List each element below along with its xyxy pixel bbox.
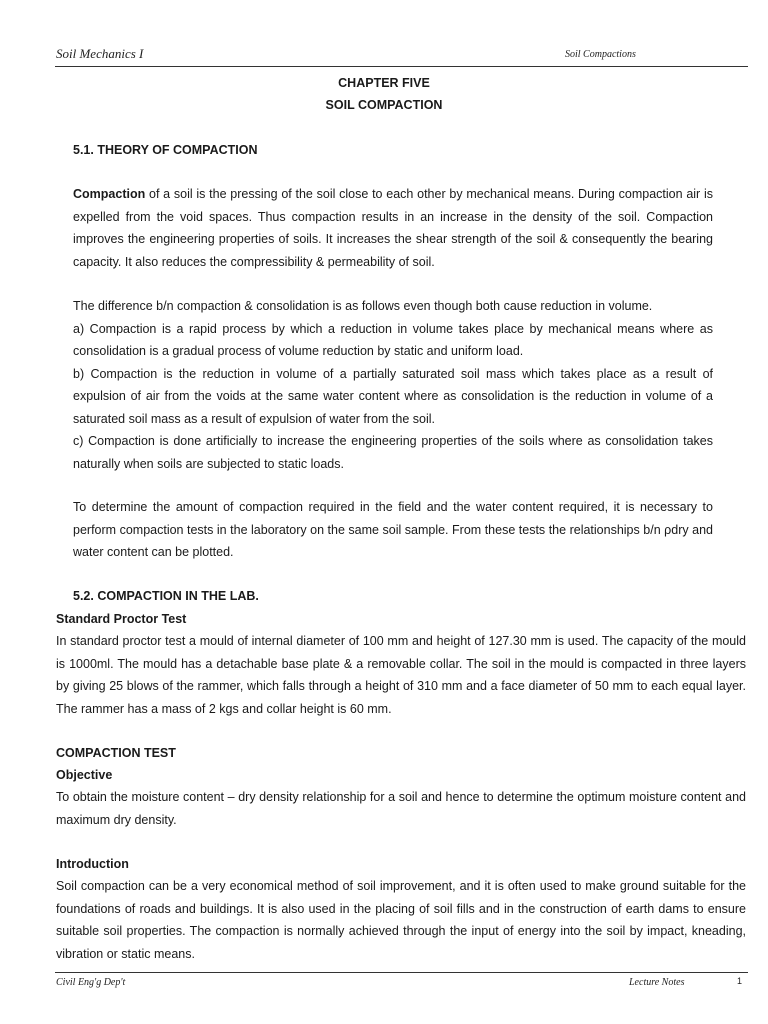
list-item-c: c) Compaction is done artificially to increase the engineering properties of the soils where as consolidation takes naturally when soils are subjected to static loads. [73,434,713,471]
introduction-heading: Introduction [56,857,129,871]
compaction-tests-paragraph: To determine the amount of compaction required in the field and the water content required, it is necessary to perform compaction tests in the laboratory on the same soil sample. From these tests the relationships b/n ρdry and water content can be plotted. [73,500,713,559]
page-number: 1 [737,976,743,986]
standard-proctor-paragraph: In standard proctor test a mould of internal diameter of 100 mm and height of 127.30 mm is used. The capacity of the mould is 1000ml. The mould has a detachable base plate & a removable collar. The soil in the mould is compacted in three layers by giving 25 blows of the rammer, which falls through a height of 310 mm and a face diameter of 50 mm to each equal layer. The rammer has a mass of 2 kgs and collar height is 60 mm. [56,634,746,717]
compaction-test-heading: COMPACTION TEST [56,746,176,760]
list-item-a: a) Compaction is a rapid process by which a reduction in volume takes place by mechanical means where as consolidation is a gradual process of volume reduction by static and uniform load. [73,321,713,358]
compaction-definition-text: of a soil is the pressing of the soil close to each other by mechanical means. During compaction air is expelled from the void spaces. Thus compaction results in an increase in the density of the soil. Compaction improves the engineering properties of soils. It increases the shear strength of the soil & consequently the bearing capacity. It also reduces the compressibility & permeability of soil. [73,187,713,269]
compaction-term: Compaction [73,187,146,201]
list-item-b: b) Compaction is the reduction in volume of a partially saturated soil mass which takes place as a result of expulsion of air from the voids at the same water content where as consolidation is the reduction in volume of a saturated soil mass as a result of expulsion of water from the soil. [73,366,713,426]
difference-list [73,295,713,475]
header-rule [55,66,748,67]
compaction-definition-paragraph [73,183,713,273]
header-chapter-title: Soil Compactions [565,49,636,60]
footer-lecture-notes: Lecture Notes [629,977,685,988]
footer-rule [55,972,748,973]
objective-heading: Objective [56,768,113,782]
objective-paragraph: To obtain the moisture content – dry density relationship for a soil and hence to determine the optimum moisture content and maximum dry density. [56,790,746,827]
standard-proctor-heading: Standard Proctor Test [56,612,187,626]
chapter-title: SOIL COMPACTION [325,98,443,112]
section-heading-lab: 5.2. COMPACTION IN THE LAB. [73,589,259,603]
chapter-number: CHAPTER FIVE [338,76,430,90]
footer-department: Civil Eng'g Dep't [56,977,126,988]
header-course-title: Soil Mechanics I [56,46,144,61]
introduction-paragraph: Soil compaction can be a very economical method of soil improvement, and it is often used to make ground suitable for the foundations of roads and buildings. It is also used in the placing of soil fills and in the construction of earth dams to ensure suitable soil properties. The compaction is normally achieved through the input of energy into the soil by impact, kneading, vibration or static means. [56,879,746,962]
difference-lead-text: The difference b/n compaction & consolidation is as follows even though both cause reduction in volume. [73,299,653,313]
section-heading-theory: 5.1. THEORY OF COMPACTION [73,143,258,157]
